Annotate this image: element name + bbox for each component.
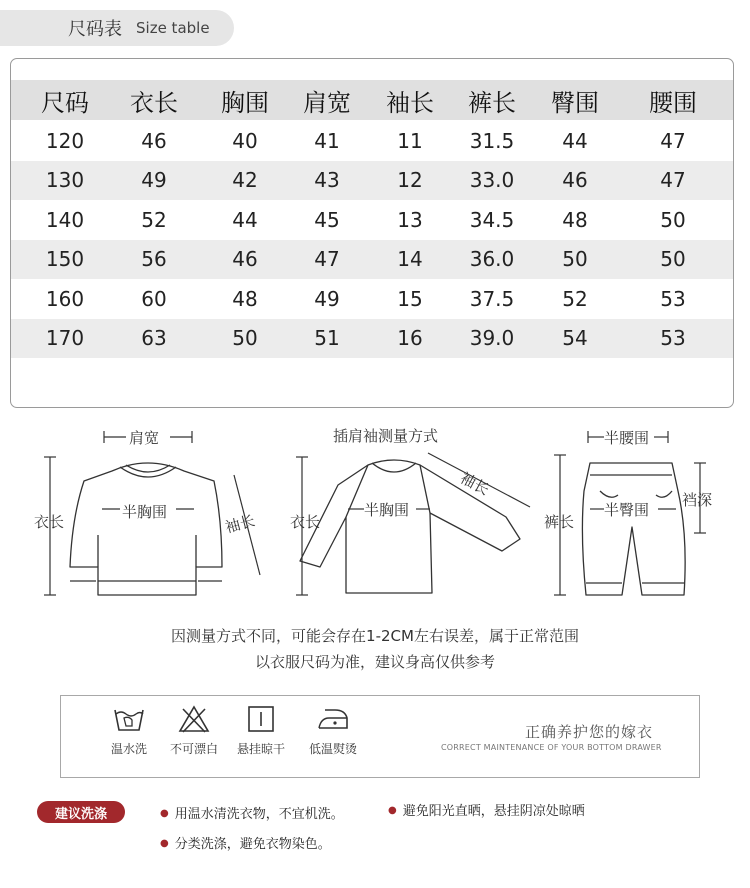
wash-tip	[160, 833, 331, 852]
care-title: 正确养护您的嫁衣	[525, 723, 654, 741]
size-table-tab	[0, 10, 234, 46]
table-cell: 50	[660, 247, 686, 271]
title-en: Size table	[136, 19, 210, 37]
low-iron-icon	[313, 704, 353, 734]
table-cell: 60	[141, 286, 167, 311]
measurement-note: 因测量方式不同，可能会存在1-2CM左右误差，属于正常范围	[171, 627, 579, 645]
wash-tip	[388, 800, 585, 819]
table-cell: 45	[314, 207, 340, 232]
shoulder-label: 肩宽	[129, 429, 160, 447]
wash-tip	[160, 803, 344, 822]
table-cell: 31.5	[469, 128, 515, 153]
table-cell: 47	[660, 168, 686, 192]
care-label: 悬挂晾干	[236, 742, 285, 756]
table-cell: 54	[562, 326, 588, 350]
care-instructions-box	[60, 695, 700, 778]
rise-label: 裆深	[682, 491, 713, 509]
table-cell: 13	[397, 207, 423, 232]
length-label: 衣长	[34, 513, 65, 531]
raglan-sleeve-label: 袖长	[457, 468, 493, 499]
pants-length-label: 裤长	[544, 513, 575, 531]
wash-tip-text: 用温水清洗衣物，不宜机洗。	[174, 807, 344, 822]
table-cell: 140	[45, 207, 85, 232]
table-row	[11, 121, 733, 160]
pants-drawing	[582, 463, 685, 595]
table-cell: 36.0	[469, 247, 515, 271]
column-header: 衣长	[130, 88, 178, 117]
table-cell: 33.0	[469, 168, 515, 192]
care-label: 温水洗	[110, 742, 147, 756]
table-row	[11, 200, 733, 239]
table-row	[11, 279, 733, 318]
table-cell: 14	[397, 247, 423, 271]
hang-dry-icon	[244, 704, 278, 734]
bullet-icon: ●	[160, 808, 169, 819]
table-cell: 56	[141, 247, 167, 271]
wash-tip-text: 避免阳光直晒，悬挂阴凉处晾晒	[402, 804, 585, 819]
table-cell: 46	[562, 168, 588, 192]
table-cell: 63	[141, 326, 167, 350]
table-cell: 46	[141, 128, 167, 153]
care-item-hang-dry	[221, 704, 301, 757]
sleeve-label: 袖长	[223, 511, 257, 537]
table-cell: 48	[562, 207, 588, 232]
table-cell: 39.0	[469, 326, 515, 350]
table-cell: 34.5	[469, 207, 515, 232]
table-cell: 50	[660, 207, 686, 232]
table-cell: 37.5	[469, 286, 515, 311]
size-advice-note: 以衣服尺码为准，建议身高仅供参考	[254, 653, 495, 671]
table-cell: 12	[397, 168, 423, 192]
bullet-icon: ●	[388, 805, 397, 816]
table-cell: 49	[141, 168, 167, 192]
column-header: 袖长	[386, 88, 434, 117]
table-cell: 170	[45, 326, 85, 350]
table-cell: 48	[232, 286, 258, 311]
wash-advice-badge: 建议洗涤	[37, 801, 125, 823]
table-cell: 44	[562, 128, 588, 153]
raglan-length-label: 衣长	[290, 513, 321, 531]
size-table	[10, 58, 734, 408]
wash-tip-text: 分类洗涤，避免衣物染色。	[174, 837, 331, 852]
table-cell: 52	[562, 286, 588, 311]
table-header-row	[11, 80, 733, 120]
table-cell: 49	[314, 286, 340, 311]
table-cell: 40	[232, 128, 258, 153]
care-item-low-iron	[293, 704, 373, 757]
column-header: 臀围	[551, 88, 599, 117]
table-cell: 47	[660, 128, 686, 153]
column-header: 胸围	[221, 88, 269, 117]
table-cell: 41	[314, 128, 340, 153]
raglan-title: 插肩袖测量方式	[333, 427, 439, 445]
column-header: 腰围	[649, 88, 697, 117]
table-cell: 44	[232, 207, 258, 232]
column-header: 肩宽	[303, 88, 351, 117]
table-cell: 50	[562, 247, 588, 271]
care-subtitle: CORRECT MAINTENANCE OF YOUR BOTTOM DRAWER	[441, 743, 662, 752]
bullet-icon: ●	[160, 838, 169, 849]
sweater-drawing	[70, 463, 222, 595]
table-row	[11, 319, 733, 358]
table-cell: 43	[314, 168, 340, 192]
table-cell: 42	[232, 168, 258, 192]
care-label: 低温熨烫	[308, 742, 357, 756]
table-cell: 47	[314, 247, 340, 271]
table-cell: 160	[45, 286, 85, 311]
table-cell: 53	[660, 286, 686, 311]
table-cell: 120	[45, 128, 85, 153]
table-cell: 50	[232, 326, 258, 350]
half-chest-label: 半胸围	[122, 503, 168, 521]
table-cell: 11	[397, 128, 423, 153]
warm-wash-icon	[112, 704, 146, 734]
measurement-diagrams	[0, 415, 750, 610]
no-bleach-icon	[177, 704, 211, 734]
care-label: 不可漂白	[169, 742, 218, 756]
table-row	[11, 161, 733, 200]
table-cell: 16	[397, 326, 423, 350]
column-header: 裤长	[468, 88, 516, 117]
table-cell: 150	[45, 247, 85, 271]
raglan-half-chest-label: 半胸围	[364, 501, 410, 519]
table-cell: 130	[45, 168, 85, 192]
table-cell: 51	[314, 326, 340, 350]
table-cell: 53	[660, 326, 686, 350]
title-cn: 尺码表	[68, 19, 122, 40]
table-cell: 52	[141, 207, 167, 232]
table-cell: 15	[397, 286, 423, 311]
half-waist-label: 半腰围	[604, 429, 650, 447]
half-hip-label: 半臀围	[604, 501, 650, 519]
column-header: 尺码	[41, 88, 89, 117]
table-row	[11, 240, 733, 279]
table-cell: 46	[232, 247, 258, 271]
